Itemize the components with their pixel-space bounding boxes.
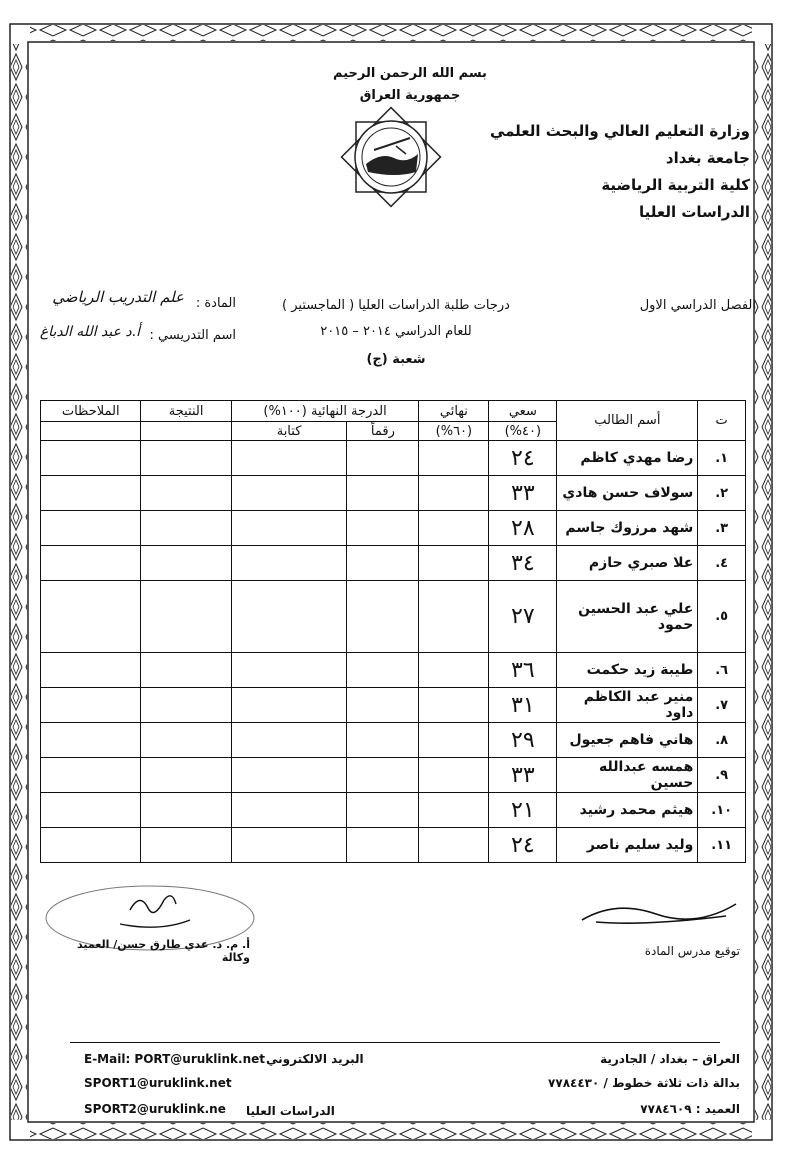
college-logo: [336, 102, 446, 212]
teacher-signature-label: توقيع مدرس المادة: [644, 944, 740, 958]
email-label: البريد الالكتروني: [266, 1052, 364, 1066]
semester: الفصل الدراسي الاول: [639, 298, 756, 313]
subject-handwritten: علم التدريب الرياضي: [52, 288, 184, 306]
header-effort: سعي: [489, 401, 557, 422]
student-name: منير عبد الكاظم داود: [557, 688, 698, 723]
header-written: كتابة: [231, 422, 347, 441]
effort-score: ٣١: [489, 688, 557, 723]
ministry-block: [470, 118, 750, 226]
graduate-studies-line: الدراسات العليا: [638, 203, 750, 221]
effort-score: ٢٤: [489, 828, 557, 863]
row-num: ١١.: [698, 828, 746, 863]
row-num: ٨.: [698, 723, 746, 758]
table-row: [41, 828, 746, 863]
table-row: [41, 793, 746, 828]
table-row: [41, 653, 746, 688]
republic-title: جمهورية العراق: [359, 88, 461, 103]
student-name: رضا مهدي كاظم: [557, 441, 698, 476]
ministry-line: وزارة التعليم العالي والبحث العلمي: [489, 122, 750, 140]
table-row: [41, 546, 746, 581]
academic-year: للعام الدراسي ٢٠١٤ – ٢٠١٥: [320, 324, 472, 339]
student-name: هاني فاهم جعيول: [557, 723, 698, 758]
student-name: علا صبري حازم: [557, 546, 698, 581]
student-name: سولاف حسن هادي: [557, 476, 698, 511]
phone-line: بدالة ذات ثلاثة خطوط / ٧٧٨٤٤٣٠: [548, 1076, 740, 1090]
section: شعبة (ج): [366, 352, 426, 367]
table-row: [41, 441, 746, 476]
email-primary: E-Mail: PORT@uruklink.net: [84, 1052, 266, 1066]
student-name: علي عبد الحسين حمود: [557, 581, 698, 653]
header-name: أسم الطالب: [557, 401, 698, 441]
row-num: ٣.: [698, 511, 746, 546]
effort-score: ٢٧: [489, 581, 557, 653]
row-num: ١٠.: [698, 793, 746, 828]
dean-phone: العميد : ٧٧٨٤٦٠٩: [640, 1102, 740, 1116]
effort-score: ٢٤: [489, 441, 557, 476]
teacher-signature-scribble: [576, 896, 746, 930]
row-num: ٧.: [698, 688, 746, 723]
teacher-label: اسم التدريسي :: [149, 328, 236, 343]
address: العراق – بغداد / الجادرية: [600, 1052, 740, 1066]
row-num: ٦.: [698, 653, 746, 688]
student-name: هيثم محمد رشيد: [557, 793, 698, 828]
email-sport2: SPORT2@uruklink.ne: [84, 1102, 226, 1116]
effort-score: ٣٣: [489, 476, 557, 511]
header-result-blank: [141, 422, 231, 441]
header-numeric: رقماً: [347, 422, 419, 441]
effort-score: ٣٤: [489, 546, 557, 581]
college-line: كلية التربية الرياضية: [601, 176, 750, 194]
university-line: جامعة بغداد: [665, 149, 750, 167]
effort-score: ٣٦: [489, 653, 557, 688]
header-notes-blank: [41, 422, 141, 441]
effort-score: ٣٣: [489, 758, 557, 793]
header-num: ت: [698, 401, 746, 441]
effort-score: ٢٨: [489, 511, 557, 546]
graduate-label: الدراسات العليا: [246, 1104, 335, 1118]
header-final: نهائي: [419, 401, 489, 422]
table-row: [41, 688, 746, 723]
student-name: شهد مرزوك جاسم: [557, 511, 698, 546]
row-num: ٩.: [698, 758, 746, 793]
email-sport1: SPORT1@uruklink.net: [84, 1076, 232, 1090]
teacher-handwritten: أ.د عبد الله الدباغ: [39, 324, 140, 340]
document-title: درجات طلبة الدراسات العليا ( الماجستير ): [282, 298, 510, 313]
subject-label: المادة :: [195, 296, 236, 311]
effort-score: ٢٩: [489, 723, 557, 758]
header-notes: الملاحظات: [41, 401, 141, 422]
dean-name: أ. م. د. عدي طارق حسن/ العميد وكالة: [77, 938, 250, 964]
row-num: ١.: [698, 441, 746, 476]
table-row: [41, 758, 746, 793]
header-total: الدرجة النهائية (١٠٠%): [231, 401, 419, 422]
table-row: [41, 476, 746, 511]
student-name: همسه عبدالله حسين: [557, 758, 698, 793]
effort-score: ٢١: [489, 793, 557, 828]
student-name: طيبة زيد حكمت: [557, 653, 698, 688]
row-num: ٤.: [698, 546, 746, 581]
footer-divider: [70, 1042, 720, 1043]
header-effort-pct: (٤٠%): [489, 422, 557, 441]
row-num: ٥.: [698, 581, 746, 653]
table-row: [41, 581, 746, 653]
table-row: [41, 723, 746, 758]
student-name: وليد سليم ناصر: [557, 828, 698, 863]
header-final-pct: (٦٠%): [419, 422, 489, 441]
row-num: ٢.: [698, 476, 746, 511]
header-result: النتيجة: [141, 401, 231, 422]
table-row: [41, 511, 746, 546]
basmala: بسم الله الرحمن الرحيم: [333, 66, 487, 81]
grades-table: [40, 400, 746, 863]
